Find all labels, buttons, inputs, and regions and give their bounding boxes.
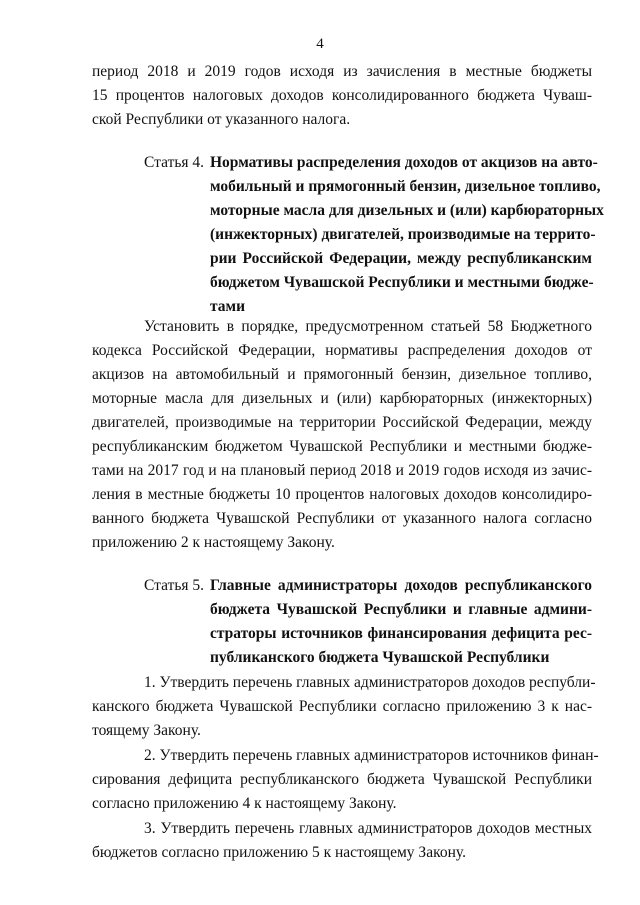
text-line: тами на 2017 год и на плановый период 2018 и 2019 годов исходя из зачис- [92, 462, 592, 479]
article-5-title-line: страторы источников финансирования дефицита рес- [210, 625, 592, 642]
text-line: сирования дефицита республиканского бюджета Чувашской Республики [92, 771, 592, 788]
text-line: тоящему Закону. [92, 722, 201, 739]
page-number: 4 [316, 36, 324, 52]
text-line: ской Республики от указанного налога. [92, 111, 351, 128]
article-5-title-line: Главные администраторы доходов республиканского [210, 577, 592, 594]
text-line: приложению 2 к настоящему Закону. [92, 534, 335, 551]
text-line: согласно приложению 4 к настоящему Закону. [92, 795, 397, 812]
article-4-title-line: тами [210, 298, 246, 315]
text-line: бюджетов согласно приложению 5 к настоящему Закону. [92, 844, 466, 861]
article-4-title-line: бюджетом Чувашской Республики и местными бюдже- [210, 274, 594, 291]
article-4-title-line: мобильный и прямогонный бензин, дизельное топливо, [210, 178, 601, 195]
text-line: Установить в порядке, предусмотренном статьей 58 Бюджетного [144, 318, 592, 335]
text-line: акцизов на автомобильный и прямогонный бензин, дизельное топливо, [92, 366, 592, 383]
article-4-title-line: моторные масла для дизельных и (или) карбюраторных [210, 202, 604, 219]
text-line: моторные масла для дизельных и (или) карбюраторных (инжекторных) [92, 390, 592, 407]
article-4-title-line: (инжекторных) двигателей, производимые на террито- [210, 226, 596, 243]
text-line: 2. Утвердить перечень главных администраторов источников финан- [144, 747, 599, 764]
article-5-title-line: бюджета Чувашской Республики и главные админи- [210, 601, 592, 618]
article-4-label: Статья 4. [144, 154, 205, 171]
text-line: двигателей, производимые на территории Российской Федерации, между [92, 414, 592, 431]
text-line: ванного бюджета Чувашской Республики от указанного налога согласно [92, 510, 592, 527]
article-5-label: Статья 5. [144, 577, 205, 594]
text-line: канского бюджета Чувашской Республики согласно приложению 3 к нас- [92, 698, 592, 715]
text-line: период 2018 и 2019 годов исходя из зачисления в местные бюджеты [92, 63, 592, 80]
text-line: 1. Утвердить перечень главных администраторов доходов республи- [144, 674, 596, 691]
text-line: 3. Утвердить перечень главных администраторов доходов местных [144, 820, 592, 837]
text-line: республиканским бюджетом Чувашской Республики и местными бюдже- [92, 438, 592, 455]
text-line: кодекса Российской Федерации, нормативы распределения доходов от [92, 342, 592, 359]
article-4-title-line: Нормативы распределения доходов от акцизов на авто- [210, 154, 598, 171]
text-line: ления в местные бюджеты 10 процентов налоговых доходов консолидиро- [92, 486, 592, 503]
article-4-title-line: рии Российской Федерации, между республиканским [210, 250, 592, 267]
text-line: 15 процентов налоговых доходов консолидированного бюджета Чуваш- [92, 87, 592, 104]
article-5-title-line: публиканского бюджета Чувашской Республики [210, 649, 550, 666]
